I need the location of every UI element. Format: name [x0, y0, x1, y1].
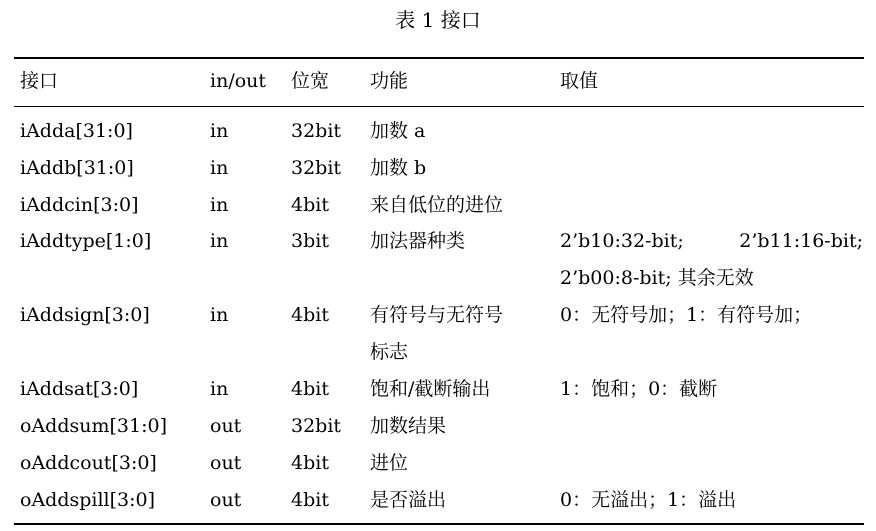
row-in-out: in — [210, 157, 229, 179]
row-value-part: 2’b11:16-bit; — [739, 230, 863, 252]
row-width: 32bit — [291, 157, 342, 179]
row-in-out: out — [210, 415, 242, 437]
row-width: 32bit — [291, 120, 342, 142]
row-in-out: out — [210, 489, 242, 511]
row-port: iAddb[31:0] — [20, 157, 134, 179]
row-in-out: in — [210, 304, 229, 326]
row-width: 32bit — [291, 415, 342, 437]
row-function: 加法器种类 — [370, 230, 466, 252]
row-port: iAddsat[3:0] — [20, 378, 139, 400]
row-value — [560, 223, 863, 260]
row-function: 加数 a — [370, 120, 426, 142]
header-port: 接口 — [20, 70, 59, 92]
header-width: 位宽 — [291, 70, 330, 92]
row-width: 4bit — [291, 378, 329, 400]
row-width: 4bit — [291, 194, 329, 216]
table-top-rule — [14, 57, 864, 59]
row-function: 加数 b — [370, 157, 427, 179]
row-value-line2: 2’b00:8-bit; 其余无效 — [560, 267, 754, 289]
row-in-out: in — [210, 194, 229, 216]
row-port: oAddcout[3:0] — [20, 452, 157, 474]
table-bottom-rule — [14, 523, 864, 525]
row-port: oAddsum[31:0] — [20, 415, 167, 437]
row-port: iAddcin[3:0] — [20, 194, 139, 216]
row-width: 4bit — [291, 452, 329, 474]
row-port: oAddspill[3:0] — [20, 489, 156, 511]
row-function: 进位 — [370, 452, 409, 474]
row-function: 是否溢出 — [370, 489, 447, 511]
row-width: 4bit — [291, 489, 329, 511]
row-in-out: in — [210, 120, 229, 142]
row-port: iAddsign[3:0] — [20, 304, 150, 326]
row-function: 加数结果 — [370, 415, 447, 437]
row-function: 来自低位的进位 — [370, 194, 504, 216]
row-function: 有符号与无符号 — [370, 304, 504, 326]
table-header-rule — [14, 106, 864, 107]
row-value: 0：无符号加；1：有符号加； — [560, 304, 813, 326]
row-in-out: in — [210, 230, 229, 252]
row-function: 饱和/截断输出 — [370, 378, 491, 400]
header-function: 功能 — [370, 70, 409, 92]
row-value-part: 2’b10:32-bit; — [560, 230, 684, 252]
row-width: 3bit — [291, 230, 329, 252]
row-value: 0：无溢出；1：溢出 — [560, 489, 737, 511]
row-in-out: out — [210, 452, 242, 474]
row-in-out: in — [210, 378, 229, 400]
header-in-out: in/out — [210, 70, 267, 92]
row-function-line2: 标志 — [370, 341, 409, 363]
table-caption: 表 1 接口 — [395, 8, 481, 32]
row-value: 1：饱和；0：截断 — [560, 378, 718, 400]
row-port: iAdda[31:0] — [20, 120, 133, 142]
row-port: iAddtype[1:0] — [20, 230, 152, 252]
header-value: 取值 — [560, 70, 599, 92]
row-width: 4bit — [291, 304, 329, 326]
